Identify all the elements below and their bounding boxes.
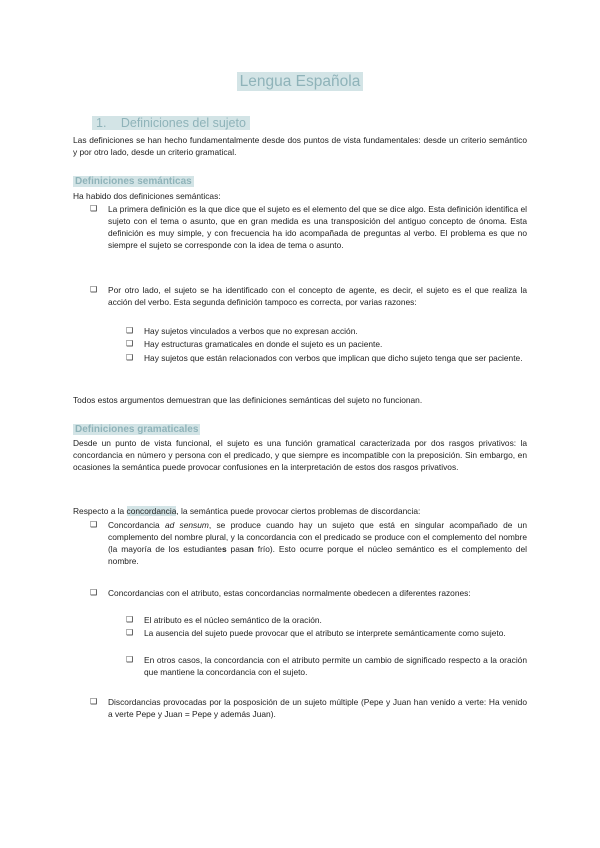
- subheading-gramaticales: Definiciones gramaticales: [75, 424, 199, 435]
- checkbox-bullet-icon: ❑: [90, 204, 98, 213]
- checkbox-bullet-icon: ❑: [126, 326, 134, 335]
- gramaticales-paragraph: Desde un punto de vista funcional, el sujeto es una función gramatical caracterizada por dos rasgos privativos: la concordancia en número y persona con el predicado, y que siempre es incompatible con la preposición. Sin embargo, en ocasiones la semántica puede provocar confusiones en la interpretación de estos dos rasgos privativos.: [73, 438, 527, 472]
- concordancia-paragraph: Respecto a la concordancia, la semántica puede provocar ciertos problemas de discordancia:: [73, 506, 421, 516]
- checkbox-bullet-icon: ❑: [90, 520, 98, 529]
- checkbox-bullet-icon: ❑: [126, 628, 134, 637]
- sub-list-item: ❑ En otros casos, la concordancia con el atributo permite un cambio de significado respecto a la oración que mantiene la concordancia con el sujeto.: [126, 655, 527, 677]
- checkbox-bullet-icon: ❑: [90, 285, 98, 294]
- checkbox-bullet-icon: ❑: [126, 353, 134, 362]
- checkbox-bullet-icon: ❑: [126, 655, 134, 664]
- semanticas-conclusion: Todos estos argumentos demuestran que las definiciones semánticas del sujeto no funcionan.: [73, 395, 423, 405]
- sub-list-item: ❑ Hay estructuras gramaticales en donde el sujeto es un paciente.: [126, 339, 383, 349]
- checkbox-bullet-icon: ❑: [126, 615, 134, 624]
- section-title: Definiciones del sujeto: [120, 116, 246, 130]
- sub-list-item: ❑ El atributo es el núcleo semántico de la oración.: [126, 615, 322, 625]
- checkbox-bullet-icon: ❑: [90, 588, 98, 597]
- section-number: 1.: [96, 116, 107, 130]
- highlighted-term: concordancia: [126, 506, 177, 516]
- list-item: ❑ Discordancias provocadas por la posposición de un sujeto múltiple (Pepe y Juan han venido a verte: Ha venido a verte Pepe y Juan = Pepe y además Juan).: [90, 697, 527, 719]
- document-title: Lengua Española: [0, 73, 600, 91]
- checkbox-bullet-icon: ❑: [90, 697, 98, 706]
- list-item: ❑ Por otro lado, el sujeto se ha identificado con el concepto de agente, es decir, el sujeto es el que realiza la acción del verbo. Esta segunda definición tampoco es correcta, por varias razones:: [90, 285, 527, 307]
- semanticas-lead: Ha habido dos definiciones semánticas:: [73, 191, 221, 201]
- checkbox-bullet-icon: ❑: [126, 339, 134, 348]
- sub-list-item: ❑ La ausencia del sujeto puede provocar que el atributo se interprete semánticamente como sujeto.: [126, 628, 506, 638]
- list-item: ❑ Concordancia ad sensum, se produce cuando hay un sujeto que está en singular acompañado de un complemento del nombre plural, y la concordancia con el predicado se produce con el complemento del nombre (la mayoría de los estudiantes pasan frío). Esto ocurre porque el núcleo semántico es el complemento del nombre.: [90, 520, 527, 566]
- list-item: ❑ La primera definición es la que dice que el sujeto es el elemento del que se dice algo. Esta definición identifica el sujeto con el tema o asunto, que en gran medida es una transposición del antiguo concepto de ónoma. Esta definición es muy simple, y con frecuencia ha ido acompañada de preguntas al verbo. El problema es que no siempre el sujeto se corresponde con la idea de tema o asunto.: [90, 204, 527, 250]
- section-heading: [92, 116, 250, 130]
- intro-paragraph: Las definiciones se han hecho fundamentalmente desde dos puntos de vista fundamentales: desde un criterio semántico y por otro lado, desde un criterio gramatical.: [73, 135, 527, 157]
- subheading-semanticas: Definiciones semánticas: [75, 176, 192, 187]
- sub-list-item: ❑ Hay sujetos que están relacionados con verbos que implican que dicho sujeto tenga que ser paciente.: [126, 353, 523, 363]
- sub-list-item: ❑ Hay sujetos vinculados a verbos que no expresan acción.: [126, 326, 358, 336]
- list-item: ❑ Concordancias con el atributo, estas concordancias normalmente obedecen a diferentes razones:: [90, 588, 471, 598]
